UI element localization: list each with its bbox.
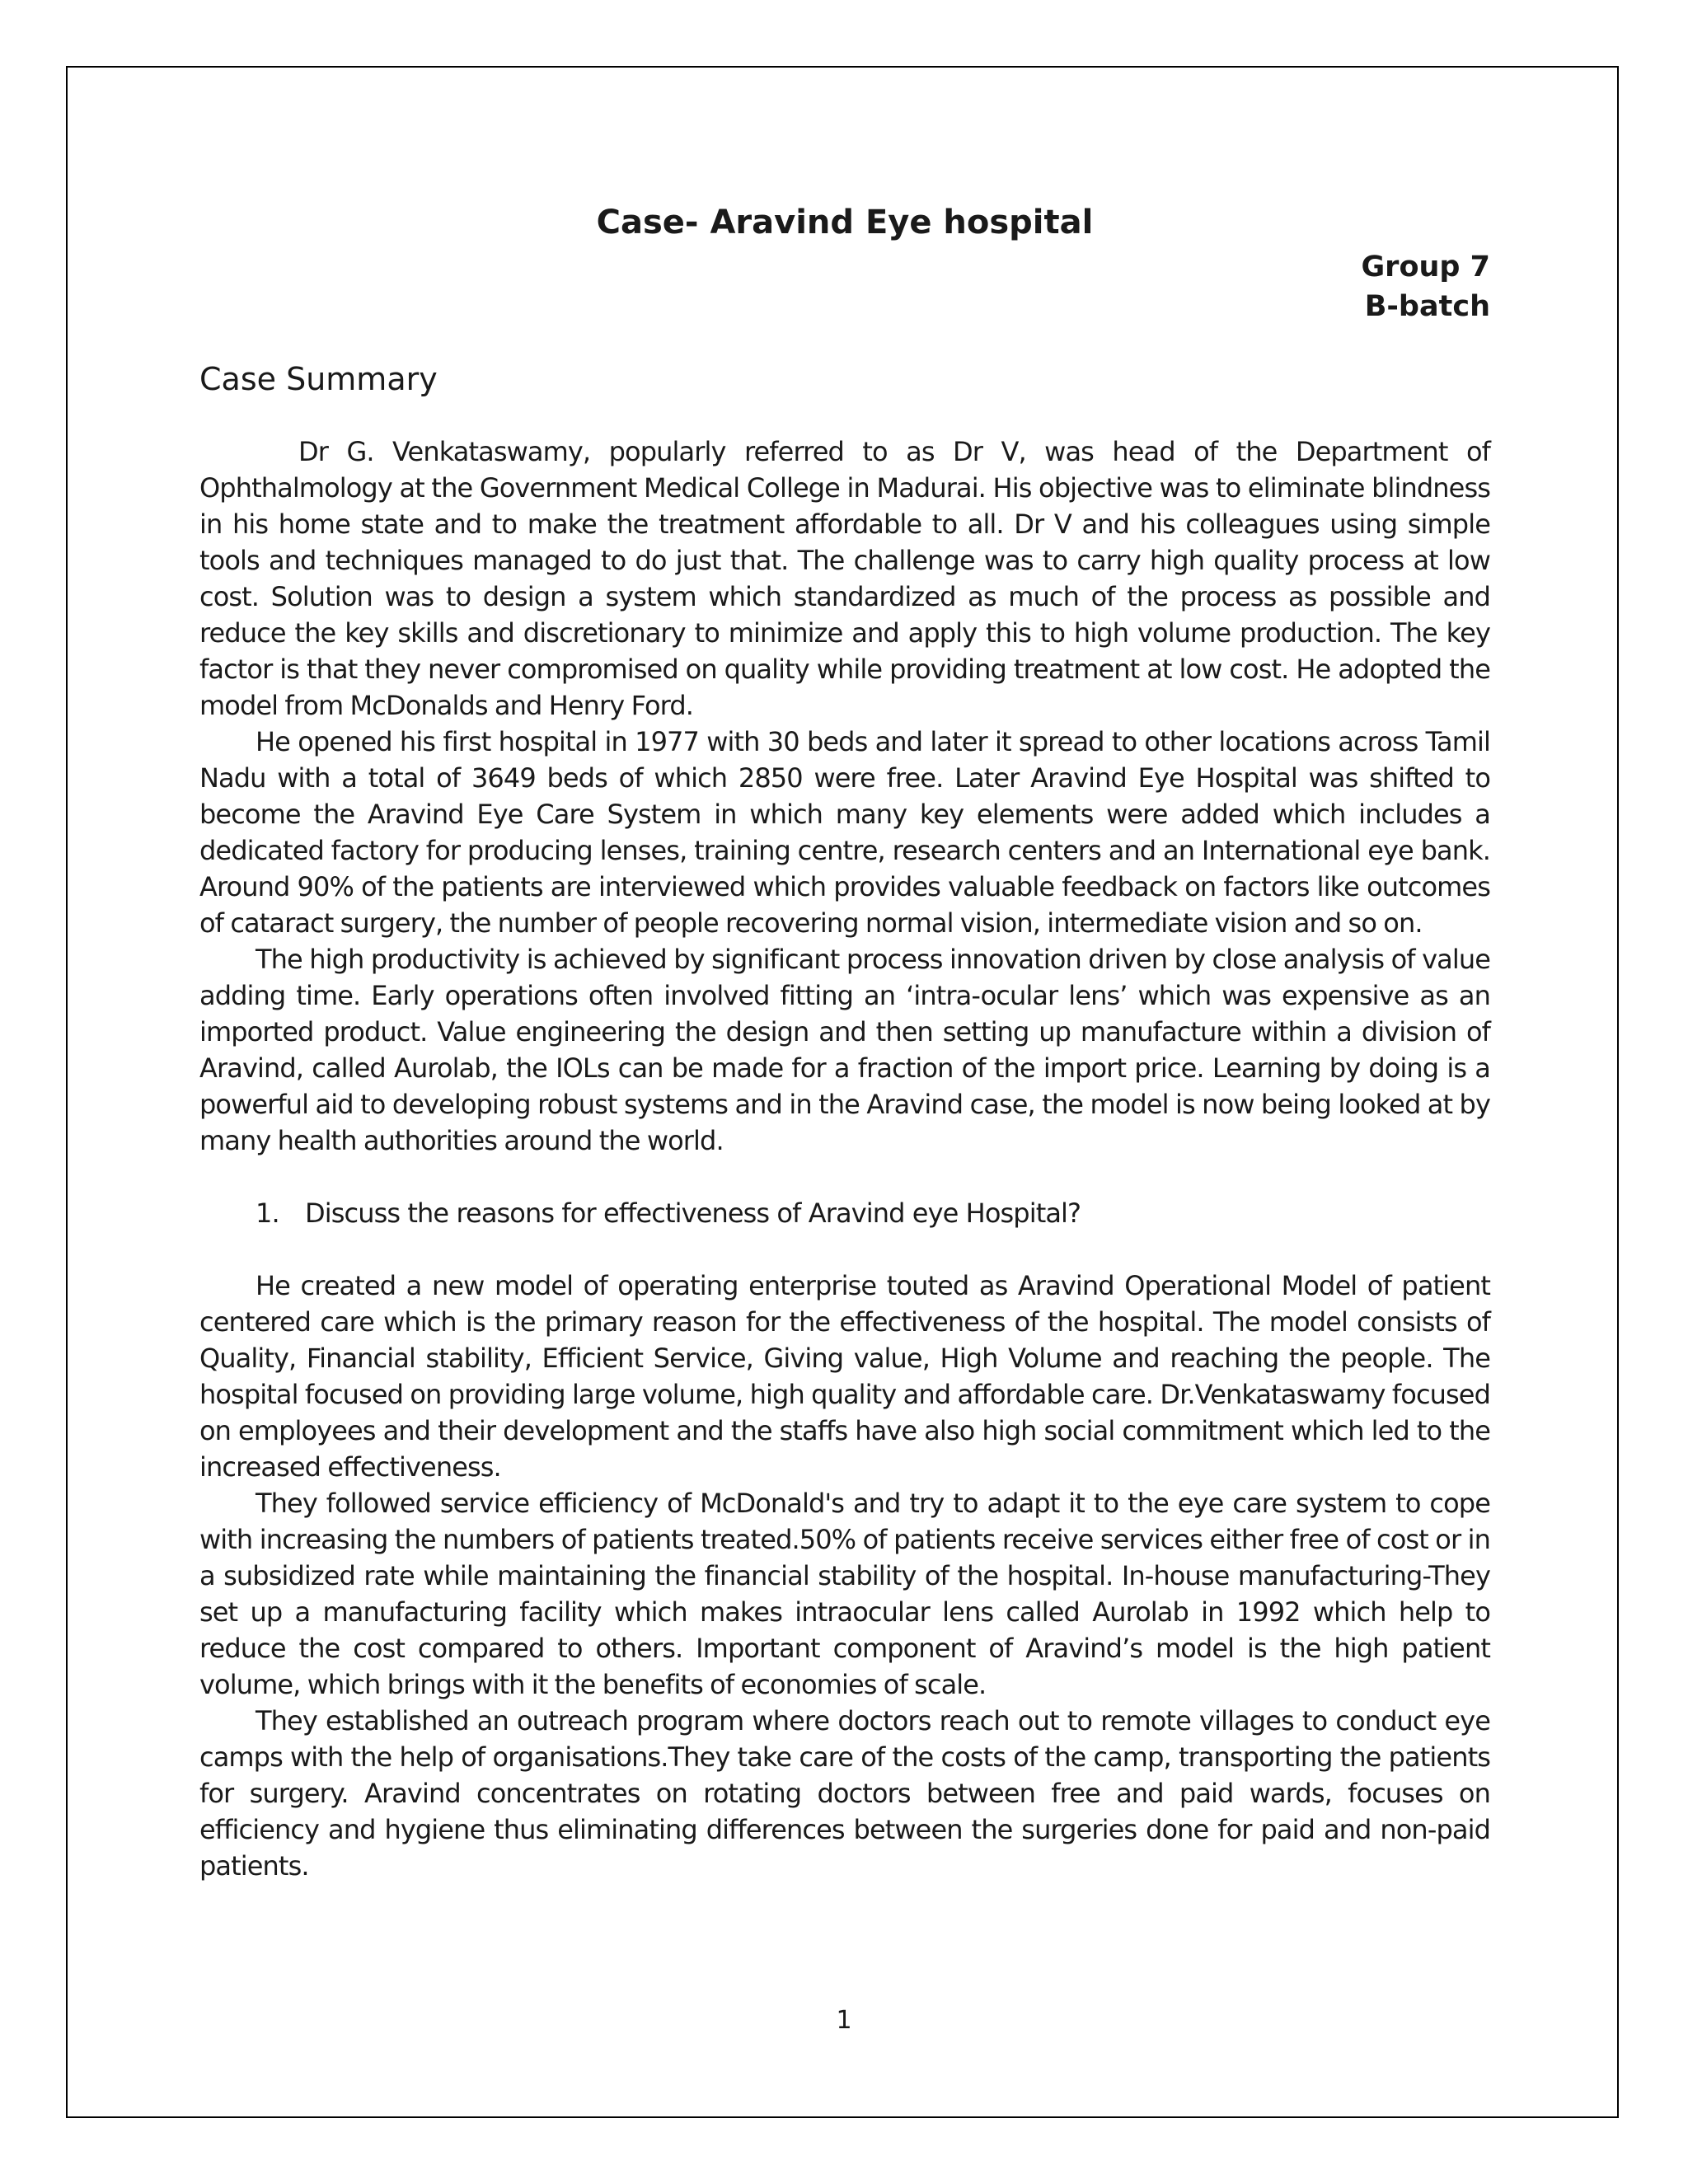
document-body (199, 198, 1490, 1884)
summary-paragraph: Dr G. Venkataswamy, popularly referred to as Dr V, was head of the Department of Ophthalmology at the Government Medical College in Madurai. His objective was to eliminate blindness in his home state and to make the treatment affordable to all. Dr V and his colleagues using simple tools and techniques managed to do just that. The challenge was to carry high quality process at low cost. Solution was to design a system which standardized as much of the process as possible and reduce the key skills and discretionary to minimize and apply this to high volume production. The key factor is that they never compromised on quality while providing treatment at low cost. He adopted the model from McDonalds and Henry Ford. (199, 436, 1490, 721)
answer-paragraph: They established an outreach program where doctors reach out to remote villages to conduct eye camps with the help of organisations.They take care of the costs of the camp, transporting the patients for surgery. Aravind concentrates on rotating doctors between free and paid wards, focuses on efficiency and hygiene thus eliminating differences between the surgeries done for paid and non-paid patients. (199, 1705, 1490, 1882)
summary-paragraph: He opened his first hospital in 1977 with 30 beds and later it spread to other locations across Tamil Nadu with a total of 3649 beds of which 2850 were free. Later Aravind Eye Hospital was shifted to become the Aravind Eye Care System in which many key elements were added which includes a dedicated factory for producing lenses, training centre, research centers and an International eye bank. Around 90% of the patients are interviewed which provides valuable feedback on factors like outcomes of cataract surgery, the number of people recovering normal vision, intermediate vision and so on. (199, 726, 1490, 939)
question-number: 1. (256, 1197, 279, 1229)
section-heading-case-summary: Case Summary (199, 361, 438, 397)
answer-paragraph: He created a new model of operating enterprise touted as Aravind Operational Model of patient centered care which is the primary reason for the effectiveness of the hospital. The model consists of Quality, Financial stability, Efficient Service, Giving value, High Volume and reaching the people. The hospital focused on providing large volume, high quality and affordable care. Dr.Venkataswamy focused on employees and their development and the staffs have also high social commitment which led to the increased effectiveness. (199, 1270, 1490, 1483)
answer-paragraph: They followed service efficiency of McDonald's and try to adapt it to the eye care system to cope with increasing the numbers of patients treated.50% of patients receive services either free of cost or in a subsidized rate while maintaining the financial stability of the hospital. In-house manufacturing-They set up a manufacturing facility which makes intraocular lens called Aurolab in 1992 which help to reduce the cost compared to others. Important component of Aravind’s model is the high patient volume, which brings with it the benefits of economies of scale. (199, 1488, 1490, 1700)
document-title: Case- Aravind Eye hospital (596, 204, 1094, 241)
page-number: 1 (836, 2006, 852, 2035)
question-item (199, 1195, 1490, 1231)
summary-paragraph: The high productivity is achieved by significant process innovation driven by close analysis of value adding time. Early operations often involved fitting an ‘intra-ocular lens’ which was expensive as an imported product. Value engineering the design and then setting up manufacture within a division of Aravind, called Aurolab, the IOLs can be made for a fraction of the import price. Learning by doing is a powerful aid to developing robust systems and in the Aravind case, the model is now being looked at by many health authorities around the world. (199, 944, 1490, 1156)
batch-label: B-batch (1364, 290, 1490, 323)
group-label: Group 7 (1361, 251, 1490, 284)
question-text: Discuss the reasons for effectiveness of Aravind eye Hospital? (305, 1197, 1081, 1229)
